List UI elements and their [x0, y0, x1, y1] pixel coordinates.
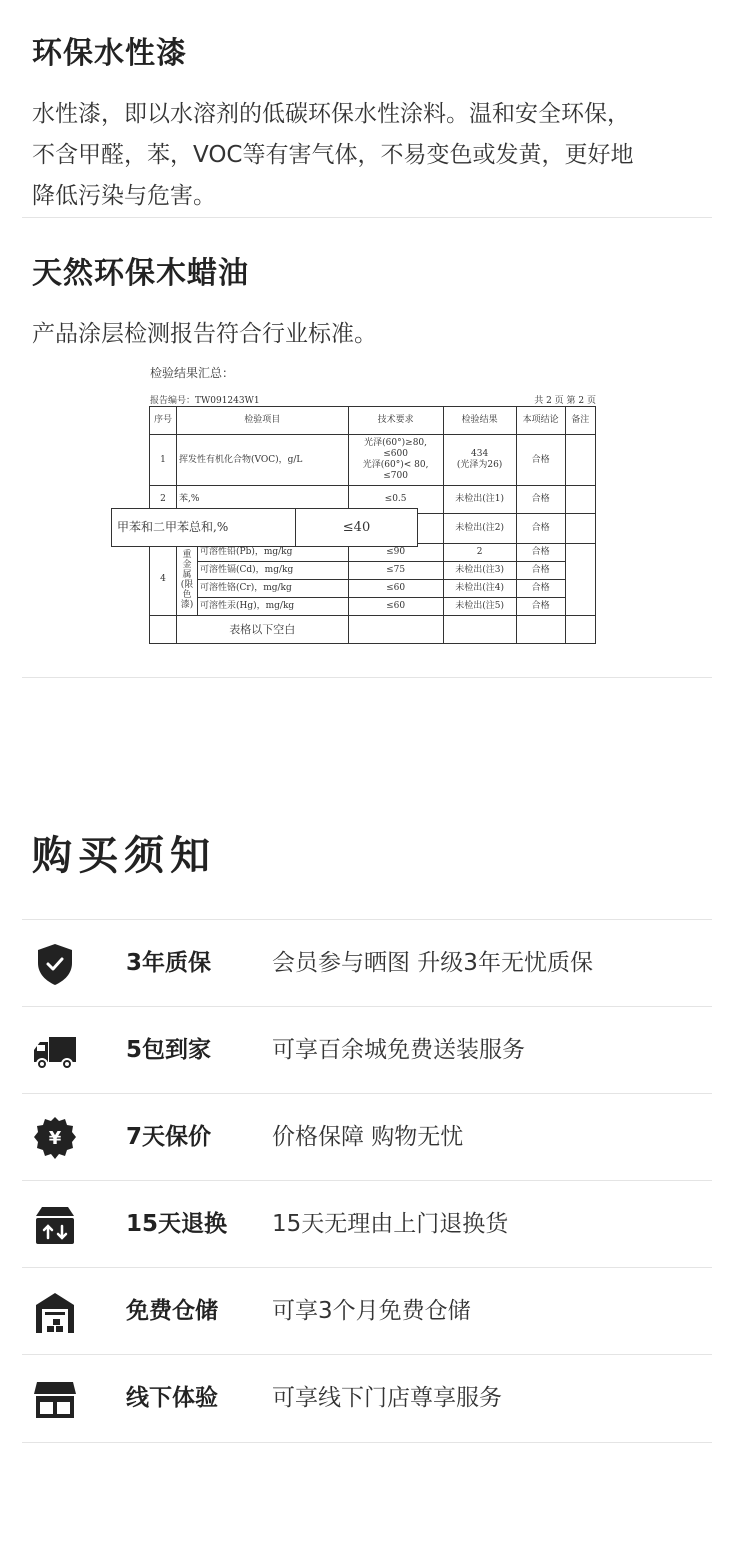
- item-label: 3年质保: [126, 950, 212, 976]
- overlay-requirement: ≤40: [342, 520, 371, 535]
- section-text-line: 水性漆，即以水溶剂的低碳环保水性涂料。温和安全环保，: [32, 101, 630, 127]
- section-title: 环保水性漆: [32, 36, 187, 71]
- header-cell: 序号: [150, 407, 177, 435]
- delivery-truck-icon: [32, 1028, 78, 1074]
- svg-text:¥: ¥: [48, 1128, 62, 1149]
- header-cell: 技术要求: [348, 407, 443, 435]
- table-cell: 可溶性铬(Cr)，mg/kg: [198, 580, 349, 598]
- table-cell: ≤0.5: [348, 486, 443, 514]
- item-desc: 会员参与晒图 升级3年无忧质保: [272, 950, 593, 976]
- header-cell: 本项结论: [516, 407, 565, 435]
- table-cell: ≤60: [348, 580, 443, 598]
- report-number: 报告编号：TW091243W1: [150, 396, 260, 406]
- table-cell: 挥发性有机化合物(VOC)，g/L: [177, 435, 349, 486]
- table-cell: [443, 435, 516, 486]
- item-label: 5包到家: [126, 1037, 212, 1063]
- table-cell: 合格: [516, 486, 565, 514]
- item-desc: 可享线下门店尊享服务: [272, 1385, 502, 1411]
- header-cell: 检验项目: [177, 407, 349, 435]
- table-cell: 合格: [516, 598, 565, 616]
- table-cell: [348, 616, 443, 644]
- table-cell: [565, 435, 595, 486]
- item-label: 线下体验: [126, 1385, 218, 1411]
- table-cell: [565, 544, 595, 616]
- table-cell: 2: [150, 486, 177, 514]
- section-text-line: 不含甲醛，苯，VOC等有害气体，不易变色或发黄，更好地: [32, 142, 634, 168]
- item-label: 免费仓储: [126, 1298, 218, 1324]
- table-cell: 合格: [516, 562, 565, 580]
- table-cell: 未检出(注1): [443, 486, 516, 514]
- table-cell: 未检出(注4): [443, 580, 516, 598]
- result-line: (光泽为26): [456, 460, 503, 470]
- section-text-line: 降低污染与危害。: [32, 183, 216, 209]
- table-cell: 4: [150, 544, 177, 616]
- table-cell: 合格: [516, 580, 565, 598]
- table-cell: 表格以下空白: [177, 616, 349, 644]
- yen-badge-icon: [32, 1115, 78, 1161]
- req-line: ≤700: [383, 471, 408, 481]
- divider: [22, 217, 712, 218]
- table-cell: [348, 435, 443, 486]
- table-cell: ≤90: [348, 544, 443, 562]
- section-waterborne-paint: [32, 28, 718, 217]
- req-line: ≤600: [383, 449, 408, 459]
- divider: [22, 677, 712, 678]
- shield-check-icon: [32, 941, 78, 987]
- purchase-title: 购买须知: [32, 833, 216, 879]
- report-page: 共 2 页 第 2 页: [534, 396, 596, 406]
- table-cell: 2: [443, 544, 516, 562]
- list-item: [22, 1267, 712, 1355]
- table-cell: 未检出(注2): [443, 514, 516, 544]
- table-cell: 可溶性汞(Hg)，mg/kg: [198, 598, 349, 616]
- table-cell: 合格: [516, 435, 565, 486]
- return-box-icon: [32, 1202, 78, 1248]
- table-cell: [565, 514, 595, 544]
- table-cell: 苯,%: [177, 486, 349, 514]
- section-title: 天然环保木蜡油: [32, 256, 249, 291]
- req-line: 光泽(60°)≥80,: [364, 438, 428, 448]
- overlay-item: 甲苯和二甲苯总和,%: [112, 509, 296, 546]
- table-cell: 可溶性镉(Cd)，mg/kg: [198, 562, 349, 580]
- table-cell: 未检出(注5): [443, 598, 516, 616]
- warehouse-icon: [32, 1289, 78, 1335]
- header-cell: 备注: [565, 407, 595, 435]
- item-desc: 可享3个月免费仓储: [272, 1298, 471, 1324]
- list-item: [22, 919, 712, 1007]
- table-cell: 1: [150, 435, 177, 486]
- list-item: [22, 1180, 712, 1268]
- table-cell: 合格: [516, 544, 565, 562]
- item-label: 7天保价: [126, 1124, 212, 1150]
- table-cell: ≤60: [348, 598, 443, 616]
- table-cell: 未检出(注3): [443, 562, 516, 580]
- list-item: [22, 1093, 712, 1181]
- item-label: 15天退换: [126, 1211, 228, 1237]
- section-wood-wax-oil: [32, 248, 718, 355]
- req-line: 光泽(60°)< 80,: [362, 460, 429, 470]
- table-cell: [565, 616, 595, 644]
- item-desc: 价格保障 购物无忧: [272, 1124, 464, 1150]
- table-cell: [565, 486, 595, 514]
- item-desc: 15天无理由上门退换货: [272, 1211, 509, 1237]
- result-line: 434: [471, 449, 489, 459]
- table-cell: [516, 616, 565, 644]
- table-cell: 合格: [516, 514, 565, 544]
- store-icon: [32, 1376, 78, 1422]
- item-desc: 可享百余城免费送装服务: [272, 1037, 525, 1063]
- report-overlay-row: [111, 508, 418, 547]
- header-cell: 检验结果: [443, 407, 516, 435]
- section-text-line: 产品涂层检测报告符合行业标准。: [32, 321, 377, 347]
- table-cell: ≤75: [348, 562, 443, 580]
- group-cell: 重金属(限色漆): [177, 544, 198, 616]
- report-title: 检验结果汇总：: [150, 366, 235, 380]
- table-cell: [150, 616, 177, 644]
- table-cell: [443, 616, 516, 644]
- list-item: [22, 1354, 712, 1443]
- table-cell: 可溶性铅(Pb)，mg/kg: [198, 544, 349, 562]
- list-item: [22, 1006, 712, 1094]
